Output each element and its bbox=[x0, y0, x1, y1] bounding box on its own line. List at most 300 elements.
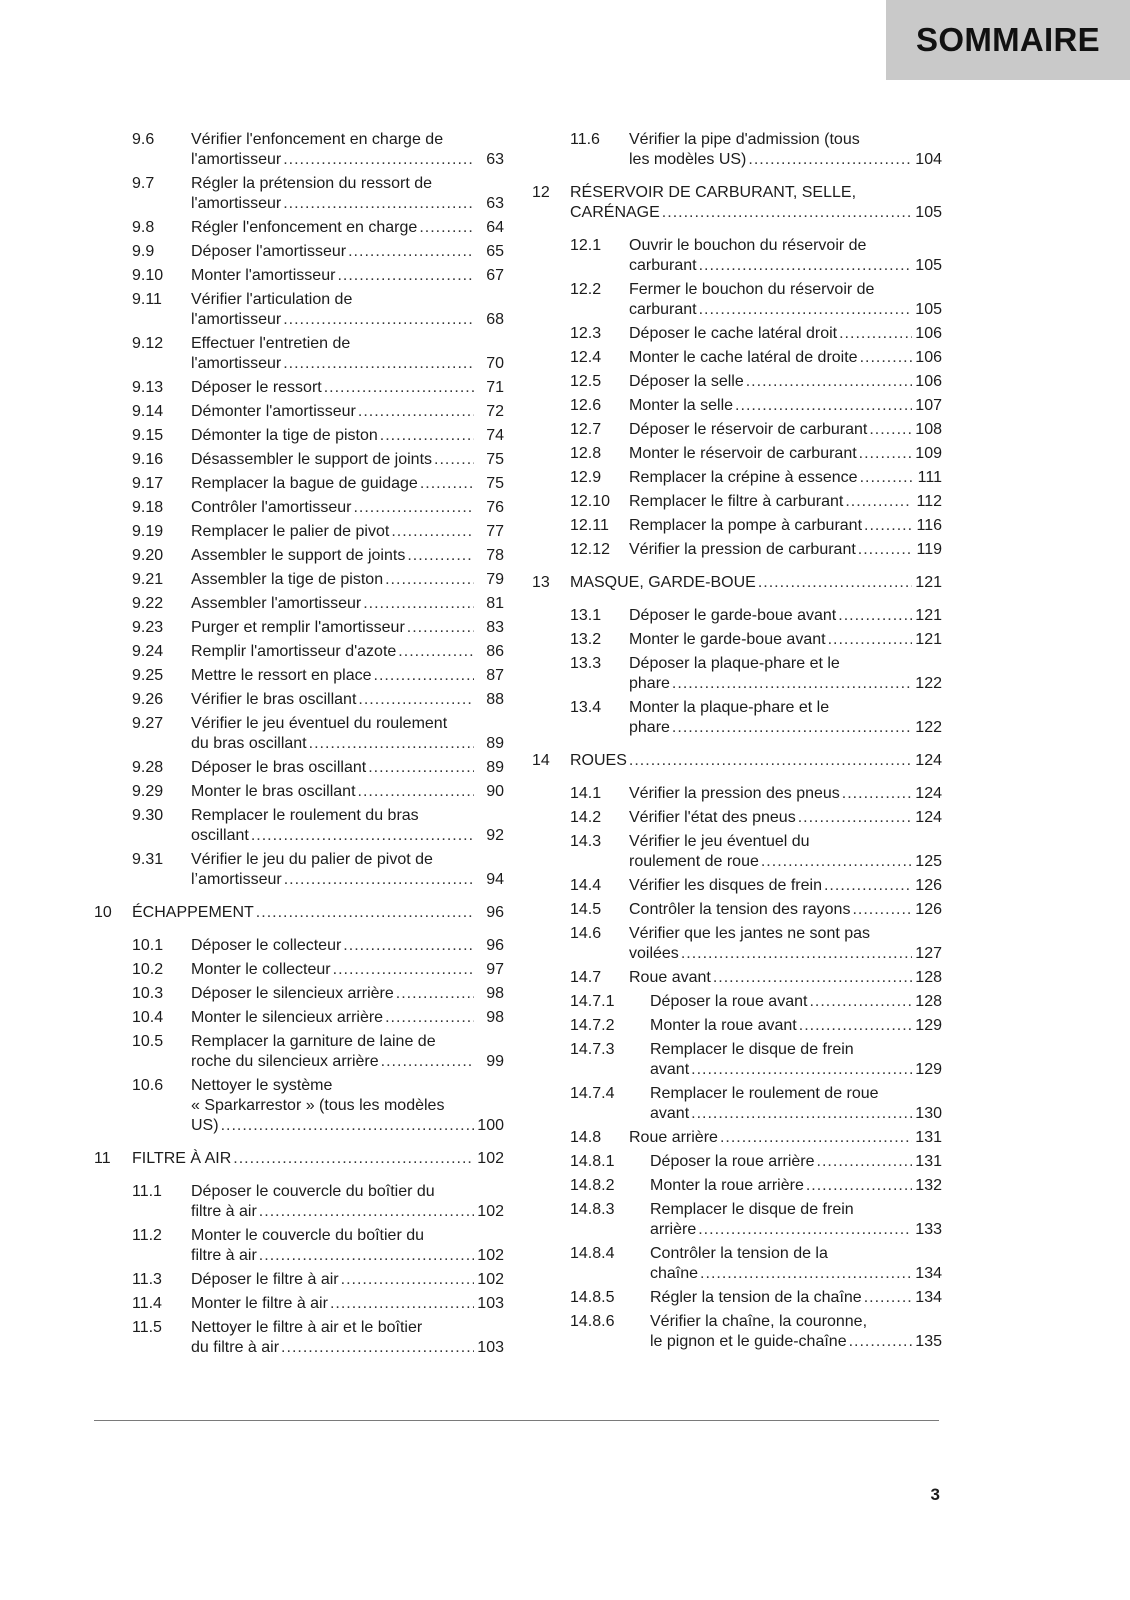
dot-leader bbox=[283, 194, 474, 214]
toc-entry[interactable] bbox=[532, 372, 942, 392]
toc-entry-leader-line bbox=[191, 758, 504, 778]
dot-leader bbox=[746, 372, 912, 392]
dot-leader bbox=[283, 150, 474, 170]
toc-entry-title-head: Déposer le couvercle du boîtier du bbox=[191, 1183, 435, 1200]
toc-entry-title bbox=[629, 444, 942, 464]
dot-leader bbox=[309, 734, 474, 754]
toc-entry-page[interactable]: 106 bbox=[915, 349, 942, 366]
toc-entry-title-last: Déposer le garde-boue avant bbox=[629, 607, 837, 624]
toc-entry-page[interactable]: 78 bbox=[486, 547, 504, 564]
toc-entry-title-head: Remplacer le disque de frein bbox=[650, 1041, 854, 1058]
toc-entry-leader-line bbox=[570, 573, 942, 593]
toc-entry-page[interactable]: 92 bbox=[486, 827, 504, 844]
toc-entry-page[interactable]: 96 bbox=[486, 937, 504, 954]
toc-entry-page[interactable]: 128 bbox=[915, 993, 942, 1010]
toc-entry[interactable] bbox=[94, 690, 504, 710]
dot-leader bbox=[363, 594, 474, 614]
toc-entry-leader-line bbox=[629, 150, 942, 170]
toc-entry-page[interactable]: 131 bbox=[915, 1153, 942, 1170]
toc-entry[interactable] bbox=[532, 630, 942, 650]
toc-entry-page[interactable]: 119 bbox=[916, 541, 942, 558]
toc-entry-leader-line bbox=[191, 734, 504, 754]
toc-entry-title-last: Monter la selle bbox=[629, 397, 734, 414]
toc-entry-number: 9.16 bbox=[132, 451, 164, 468]
toc-entry-leader-line bbox=[191, 1294, 504, 1314]
toc-entry[interactable] bbox=[94, 984, 504, 1004]
dot-leader bbox=[283, 310, 474, 330]
toc-entry-page[interactable]: 102 bbox=[477, 1247, 504, 1264]
toc-entry-title-last: Monter le filtre à air bbox=[191, 1295, 328, 1312]
dot-leader bbox=[761, 852, 912, 872]
toc-entry-page[interactable]: 68 bbox=[486, 311, 504, 328]
toc-entry[interactable] bbox=[94, 474, 504, 494]
toc-entry[interactable] bbox=[94, 450, 504, 470]
toc-entry[interactable] bbox=[532, 924, 942, 964]
toc-entry[interactable] bbox=[94, 1270, 504, 1290]
toc-entry-title-last: Remplacer la crépine à essence bbox=[629, 469, 858, 486]
toc-entry-page[interactable]: 98 bbox=[486, 1009, 504, 1026]
toc-entry-page[interactable]: 64 bbox=[486, 219, 504, 236]
toc-entry-number: 9.27 bbox=[132, 715, 164, 732]
toc-entry[interactable] bbox=[94, 402, 504, 422]
toc-entry-title bbox=[629, 516, 942, 536]
toc-entry-page[interactable]: 99 bbox=[486, 1053, 504, 1070]
toc-entry[interactable] bbox=[532, 1128, 942, 1148]
toc-entry-leader-line bbox=[191, 936, 504, 956]
toc-entry[interactable] bbox=[94, 546, 504, 566]
toc-entry-title bbox=[629, 784, 942, 804]
toc-entry-number: 9.9 bbox=[132, 243, 155, 260]
dot-leader bbox=[259, 1246, 474, 1266]
toc-entry-leader-line bbox=[191, 570, 504, 590]
toc-entry[interactable] bbox=[94, 903, 504, 923]
toc-entry-page[interactable]: 129 bbox=[915, 1061, 942, 1078]
toc-entry-page[interactable]: 132 bbox=[915, 1177, 942, 1194]
toc-entry-page[interactable]: 71 bbox=[486, 379, 504, 396]
toc-entry-number: 10.4 bbox=[132, 1009, 164, 1026]
toc-entry-page[interactable]: 104 bbox=[915, 151, 942, 168]
dot-leader bbox=[259, 1202, 474, 1222]
dot-leader bbox=[374, 666, 474, 686]
toc-entry-number: 10.6 bbox=[132, 1077, 164, 1094]
dot-leader bbox=[358, 782, 474, 802]
toc-entry-page[interactable]: 70 bbox=[486, 355, 504, 372]
toc-entry[interactable] bbox=[532, 280, 942, 320]
toc-entry[interactable] bbox=[94, 1182, 504, 1222]
toc-entry-number: 12.2 bbox=[570, 281, 602, 298]
toc-entry-page[interactable]: 94 bbox=[486, 871, 504, 888]
toc-entry-leader-line bbox=[629, 396, 942, 416]
toc-entry[interactable] bbox=[532, 784, 942, 804]
toc-entry[interactable] bbox=[94, 1032, 504, 1072]
toc-entry-title bbox=[629, 280, 942, 320]
toc-entry[interactable] bbox=[532, 1288, 942, 1308]
toc-entry-page[interactable]: 122 bbox=[915, 719, 942, 736]
dot-leader bbox=[672, 674, 912, 694]
toc-entry-title-last: Roue avant bbox=[629, 969, 711, 986]
toc-entry-page[interactable]: 90 bbox=[486, 783, 504, 800]
toc-entry-title bbox=[191, 758, 504, 778]
toc-entry-leader-line bbox=[629, 718, 942, 738]
dot-leader bbox=[330, 1294, 474, 1314]
toc-entry[interactable] bbox=[94, 782, 504, 802]
toc-entry-page[interactable]: 129 bbox=[915, 1017, 942, 1034]
toc-entry[interactable] bbox=[94, 334, 504, 374]
toc-entry-leader-line bbox=[191, 498, 504, 518]
toc-entry-title-head: RÉSERVOIR DE CARBURANT, SELLE, bbox=[570, 184, 857, 201]
toc-entry-title-last: Remplacer la pompe à carburant bbox=[629, 517, 863, 534]
toc-entry-page[interactable]: 98 bbox=[486, 985, 504, 1002]
toc-entry-title bbox=[191, 618, 504, 638]
toc-entry-title bbox=[629, 900, 942, 920]
toc-entry-title-last: chaîne bbox=[650, 1265, 699, 1282]
toc-entry-page[interactable]: 134 bbox=[915, 1265, 942, 1282]
toc-entry[interactable] bbox=[532, 808, 942, 828]
toc-entry-title-head: Remplacer le disque de frein bbox=[650, 1201, 854, 1218]
toc-entry-number: 12.3 bbox=[570, 325, 602, 342]
dot-leader bbox=[251, 826, 474, 846]
toc-entry[interactable] bbox=[94, 618, 504, 638]
dot-leader bbox=[806, 1176, 912, 1196]
toc-entry-page[interactable]: 83 bbox=[486, 619, 504, 636]
toc-entry-number: 9.31 bbox=[132, 851, 164, 868]
toc-entry-title bbox=[191, 426, 504, 446]
dot-leader bbox=[434, 450, 474, 470]
toc-entry[interactable] bbox=[532, 832, 942, 872]
toc-entry-title bbox=[650, 1016, 942, 1036]
toc-entry-page[interactable]: 135 bbox=[915, 1333, 942, 1350]
toc-entry[interactable] bbox=[532, 876, 942, 896]
toc-entry[interactable] bbox=[532, 1176, 942, 1196]
toc-entry-page[interactable]: 134 bbox=[915, 1289, 942, 1306]
toc-entry-page[interactable]: 102 bbox=[477, 1271, 504, 1288]
dot-leader bbox=[691, 1104, 912, 1124]
toc-entry-title bbox=[191, 714, 504, 754]
toc-entry-title-last: filtre à air bbox=[191, 1203, 257, 1220]
toc-entry[interactable] bbox=[532, 183, 942, 223]
toc-entry-title bbox=[191, 242, 504, 262]
toc-entry-page[interactable]: 107 bbox=[915, 397, 942, 414]
toc-entry-page[interactable]: 103 bbox=[477, 1339, 504, 1356]
toc-entry-number: 10.1 bbox=[132, 937, 164, 954]
toc-entry-page[interactable]: 130 bbox=[915, 1105, 942, 1122]
toc-entry[interactable] bbox=[94, 594, 504, 614]
toc-entry[interactable] bbox=[94, 1076, 504, 1136]
toc-entry-page[interactable]: 124 bbox=[915, 809, 942, 826]
toc-entry-page[interactable]: 79 bbox=[486, 571, 504, 588]
toc-entry-title-last: Vérifier le bras oscillant bbox=[191, 691, 357, 708]
dot-leader bbox=[845, 492, 912, 512]
toc-entry-title-last: du filtre à air bbox=[191, 1339, 280, 1356]
toc-entry[interactable] bbox=[532, 444, 942, 464]
toc-entry-number: 14.1 bbox=[570, 785, 602, 802]
toc-entry[interactable] bbox=[94, 1294, 504, 1314]
dot-leader bbox=[852, 900, 912, 920]
toc-entry-title-last: du bras oscillant bbox=[191, 735, 307, 752]
toc-entry-number: 13.1 bbox=[570, 607, 602, 624]
toc-entry[interactable] bbox=[532, 698, 942, 738]
toc-entry-title bbox=[191, 594, 504, 614]
toc-entry-title-last: Régler l'enfoncement en charge bbox=[191, 219, 418, 236]
toc-entry-number: 11.1 bbox=[132, 1183, 162, 1200]
toc-entry-page[interactable]: 88 bbox=[486, 691, 504, 708]
toc-entry-page[interactable]: 105 bbox=[915, 301, 942, 318]
toc-entry-page[interactable]: 126 bbox=[915, 877, 942, 894]
toc-entry-page[interactable]: 102 bbox=[477, 1150, 504, 1167]
toc-entry[interactable] bbox=[94, 1149, 504, 1169]
toc-entry[interactable] bbox=[532, 540, 942, 560]
toc-entry[interactable] bbox=[94, 1226, 504, 1266]
toc-entry-page[interactable]: 63 bbox=[486, 195, 504, 212]
toc-entry-title-last: Assembler le support de joints bbox=[191, 547, 406, 564]
toc-entry-page[interactable]: 127 bbox=[915, 945, 942, 962]
toc-entry-page[interactable]: 105 bbox=[915, 257, 942, 274]
toc-entry[interactable] bbox=[94, 936, 504, 956]
toc-entry-number: 9.25 bbox=[132, 667, 164, 684]
toc-entry[interactable] bbox=[532, 468, 942, 488]
toc-entry-page[interactable]: 111 bbox=[917, 469, 942, 486]
toc-left-column bbox=[94, 130, 504, 1362]
toc-entry[interactable] bbox=[94, 850, 504, 890]
toc-entry-page[interactable]: 65 bbox=[486, 243, 504, 260]
toc-entry[interactable] bbox=[532, 130, 942, 170]
dot-leader bbox=[864, 516, 912, 536]
toc-entry-number: 13.2 bbox=[570, 631, 602, 648]
toc-entry-page[interactable]: 124 bbox=[915, 752, 942, 769]
toc-entry[interactable] bbox=[94, 218, 504, 238]
dot-leader bbox=[333, 960, 474, 980]
toc-entry[interactable] bbox=[532, 654, 942, 694]
toc-entry-number: 9.26 bbox=[132, 691, 164, 708]
toc-entry-page[interactable]: 72 bbox=[486, 403, 504, 420]
toc-entry-page[interactable]: 122 bbox=[915, 675, 942, 692]
toc-entry-page[interactable]: 124 bbox=[915, 785, 942, 802]
toc-entry-title bbox=[629, 606, 942, 626]
toc-entry-title-last: FILTRE À AIR bbox=[132, 1150, 232, 1167]
toc-entry-leader-line bbox=[629, 492, 942, 512]
dot-leader bbox=[381, 1052, 474, 1072]
toc-entry-title-head: Vérifier le jeu éventuel du roulement bbox=[191, 715, 448, 732]
toc-entry-title bbox=[629, 832, 942, 872]
toc-entry-page[interactable]: 86 bbox=[486, 643, 504, 660]
toc-entry-number: 9.28 bbox=[132, 759, 164, 776]
dot-leader bbox=[842, 784, 912, 804]
toc-entry-title-last: Monter le silencieux arrière bbox=[191, 1009, 384, 1026]
toc-entry[interactable] bbox=[532, 1084, 942, 1124]
dot-leader bbox=[662, 203, 912, 223]
toc-entry-page[interactable]: 77 bbox=[486, 523, 504, 540]
toc-entry-leader-line bbox=[132, 1149, 504, 1169]
toc-entry-page[interactable]: 133 bbox=[915, 1221, 942, 1238]
toc-entry-leader-line bbox=[191, 960, 504, 980]
toc-entry-title bbox=[191, 1226, 504, 1266]
toc-entry[interactable] bbox=[94, 378, 504, 398]
toc-entry[interactable] bbox=[532, 236, 942, 276]
toc-entry[interactable] bbox=[532, 1312, 942, 1352]
toc-entry-number: 12.12 bbox=[570, 541, 611, 558]
toc-entry-title-head: Vérifier le jeu éventuel du bbox=[629, 833, 810, 850]
toc-entry[interactable] bbox=[94, 1318, 504, 1358]
toc-entry-leader-line bbox=[191, 218, 504, 238]
toc-entry-title bbox=[629, 372, 942, 392]
toc-entry-title bbox=[191, 522, 504, 542]
toc-entry[interactable] bbox=[94, 642, 504, 662]
section-tab bbox=[886, 0, 1130, 80]
toc-entry-page[interactable]: 75 bbox=[486, 451, 504, 468]
dot-leader bbox=[353, 498, 474, 518]
toc-entry-page[interactable]: 87 bbox=[486, 667, 504, 684]
toc-entry-number: 12.10 bbox=[570, 493, 611, 510]
toc-entry[interactable] bbox=[94, 806, 504, 846]
toc-entry-title bbox=[191, 474, 504, 494]
toc-entry-page[interactable]: 102 bbox=[477, 1203, 504, 1220]
toc-entry-title-head: Ouvrir le bouchon du réservoir de bbox=[629, 237, 867, 254]
toc-entry-number: 9.10 bbox=[132, 267, 164, 284]
toc-entry-page[interactable]: 81 bbox=[486, 595, 504, 612]
toc-entry-page[interactable]: 89 bbox=[486, 735, 504, 752]
toc-entry-page[interactable]: 103 bbox=[477, 1295, 504, 1312]
toc-entry-number: 11.6 bbox=[570, 131, 600, 148]
toc-entry-title bbox=[132, 1149, 504, 1169]
toc-entry-title bbox=[191, 642, 504, 662]
toc-entry-title-head: Régler la prétension du ressort de bbox=[191, 175, 433, 192]
toc-entry-number: 14.3 bbox=[570, 833, 602, 850]
toc-entry-page[interactable]: 121 bbox=[915, 574, 942, 591]
toc-entry-page[interactable]: 128 bbox=[915, 969, 942, 986]
toc-entry-page[interactable]: 112 bbox=[916, 493, 942, 510]
toc-entry-title-head: Vérifier la chaîne, la couronne, bbox=[650, 1313, 868, 1330]
toc-entry[interactable] bbox=[94, 174, 504, 214]
toc-entry-page[interactable]: 96 bbox=[486, 904, 504, 921]
toc-entry-title-head: Vérifier la pipe d'admission (tous bbox=[629, 131, 860, 148]
toc-entry[interactable] bbox=[532, 1244, 942, 1284]
toc-entry-title-last: Assembler l'amortisseur bbox=[191, 595, 362, 612]
toc-entry-title bbox=[650, 1312, 942, 1352]
toc-entry[interactable] bbox=[94, 522, 504, 542]
toc-entry-title-last: Remplacer le filtre à carburant bbox=[629, 493, 844, 510]
toc-entry-number: 14.7.1 bbox=[570, 993, 615, 1010]
toc-entry[interactable] bbox=[94, 130, 504, 170]
toc-entry-leader-line bbox=[191, 194, 504, 214]
toc-entry-title-last: MASQUE, GARDE-BOUE bbox=[570, 574, 756, 591]
toc-entry[interactable] bbox=[532, 396, 942, 416]
toc-entry[interactable] bbox=[94, 570, 504, 590]
toc-entry[interactable] bbox=[532, 1040, 942, 1080]
toc-entry-title bbox=[191, 782, 504, 802]
toc-entry-title bbox=[570, 183, 942, 223]
toc-entry[interactable] bbox=[94, 242, 504, 262]
toc-entry-page[interactable]: 106 bbox=[915, 325, 942, 342]
toc-entry-page[interactable]: 121 bbox=[915, 607, 942, 624]
toc-entry[interactable] bbox=[94, 758, 504, 778]
toc-entry-page[interactable]: 108 bbox=[915, 421, 942, 438]
toc-entry[interactable] bbox=[94, 666, 504, 686]
toc-entry[interactable] bbox=[532, 324, 942, 344]
toc-entry-page[interactable]: 100 bbox=[477, 1117, 504, 1134]
toc-entry-page[interactable]: 131 bbox=[915, 1129, 942, 1146]
toc-entry-leader-line bbox=[191, 870, 504, 890]
toc-entry-leader-line bbox=[191, 594, 504, 614]
toc-entry[interactable] bbox=[532, 348, 942, 368]
toc-entry[interactable] bbox=[532, 420, 942, 440]
toc-entry-title-last: Remplir l'amortisseur d'azote bbox=[191, 643, 397, 660]
dot-leader bbox=[358, 402, 474, 422]
toc-entry[interactable] bbox=[532, 968, 942, 988]
toc-entry-page[interactable]: 105 bbox=[915, 204, 942, 221]
toc-entry-page[interactable]: 126 bbox=[915, 901, 942, 918]
toc-entry[interactable] bbox=[94, 426, 504, 446]
toc-entry-number: 12.11 bbox=[570, 517, 609, 534]
toc-entry-title-head: Nettoyer le filtre à air et le boîtier bbox=[191, 1319, 423, 1336]
toc-entry[interactable] bbox=[94, 266, 504, 286]
toc-entry-page[interactable]: 106 bbox=[915, 373, 942, 390]
toc-entry[interactable] bbox=[532, 1016, 942, 1036]
toc-entry-title-last: Vérifier la pression de carburant bbox=[629, 541, 856, 558]
dot-leader bbox=[256, 903, 474, 923]
toc-entry-number: 10.5 bbox=[132, 1033, 164, 1050]
toc-entry-title bbox=[570, 751, 942, 771]
dot-leader bbox=[385, 570, 474, 590]
toc-entry-leader-line bbox=[629, 300, 942, 320]
toc-entry[interactable] bbox=[532, 573, 942, 593]
toc-entry-title bbox=[629, 540, 942, 560]
toc-entry-title-last: Déposer le réservoir de carburant bbox=[629, 421, 868, 438]
toc-entry[interactable] bbox=[532, 1152, 942, 1172]
toc-entry-title-last: carburant bbox=[629, 301, 697, 318]
toc-entry[interactable] bbox=[532, 751, 942, 771]
dot-leader bbox=[699, 256, 912, 276]
toc-entry-title bbox=[191, 1032, 504, 1072]
toc-entry-number: 13.4 bbox=[570, 699, 602, 716]
toc-entry-number: 12.9 bbox=[570, 469, 602, 486]
toc-entry[interactable] bbox=[94, 290, 504, 330]
toc-entry-page[interactable]: 67 bbox=[486, 267, 504, 284]
toc-entry[interactable] bbox=[532, 1200, 942, 1240]
toc-entry-leader-line bbox=[191, 310, 504, 330]
toc-entry-page[interactable]: 89 bbox=[486, 759, 504, 776]
toc-entry-title-last: Monter l'amortisseur bbox=[191, 267, 336, 284]
dot-leader bbox=[380, 426, 474, 446]
toc-entry[interactable] bbox=[532, 492, 942, 512]
toc-entry[interactable] bbox=[532, 992, 942, 1012]
toc-entry-number: 9.8 bbox=[132, 219, 155, 236]
toc-entry-leader-line bbox=[191, 266, 504, 286]
toc-entry[interactable] bbox=[94, 960, 504, 980]
toc-entry[interactable] bbox=[532, 900, 942, 920]
toc-entry[interactable] bbox=[94, 714, 504, 754]
toc-entry-number: 9.30 bbox=[132, 807, 164, 824]
toc-entry-page[interactable]: 125 bbox=[915, 853, 942, 870]
dot-leader bbox=[860, 468, 912, 488]
toc-entry-page[interactable]: 76 bbox=[486, 499, 504, 516]
toc-entry-title-last: oscillant bbox=[191, 827, 249, 844]
toc-entry-page[interactable]: 75 bbox=[486, 475, 504, 492]
toc-entry[interactable] bbox=[94, 498, 504, 518]
toc-entry-page[interactable]: 63 bbox=[486, 151, 504, 168]
toc-entry[interactable] bbox=[532, 606, 942, 626]
toc-entry[interactable] bbox=[94, 1008, 504, 1028]
toc-entry-page[interactable]: 97 bbox=[486, 961, 504, 978]
toc-entry[interactable] bbox=[532, 516, 942, 536]
toc-entry-leader-line bbox=[191, 666, 504, 686]
toc-entry-title bbox=[629, 630, 942, 650]
toc-entry-page[interactable]: 74 bbox=[486, 427, 504, 444]
toc-entry-page[interactable]: 116 bbox=[916, 517, 942, 534]
toc-entry-page[interactable]: 121 bbox=[915, 631, 942, 648]
dot-leader bbox=[420, 474, 474, 494]
toc-entry-page[interactable]: 109 bbox=[915, 445, 942, 462]
dot-leader bbox=[849, 1332, 912, 1352]
